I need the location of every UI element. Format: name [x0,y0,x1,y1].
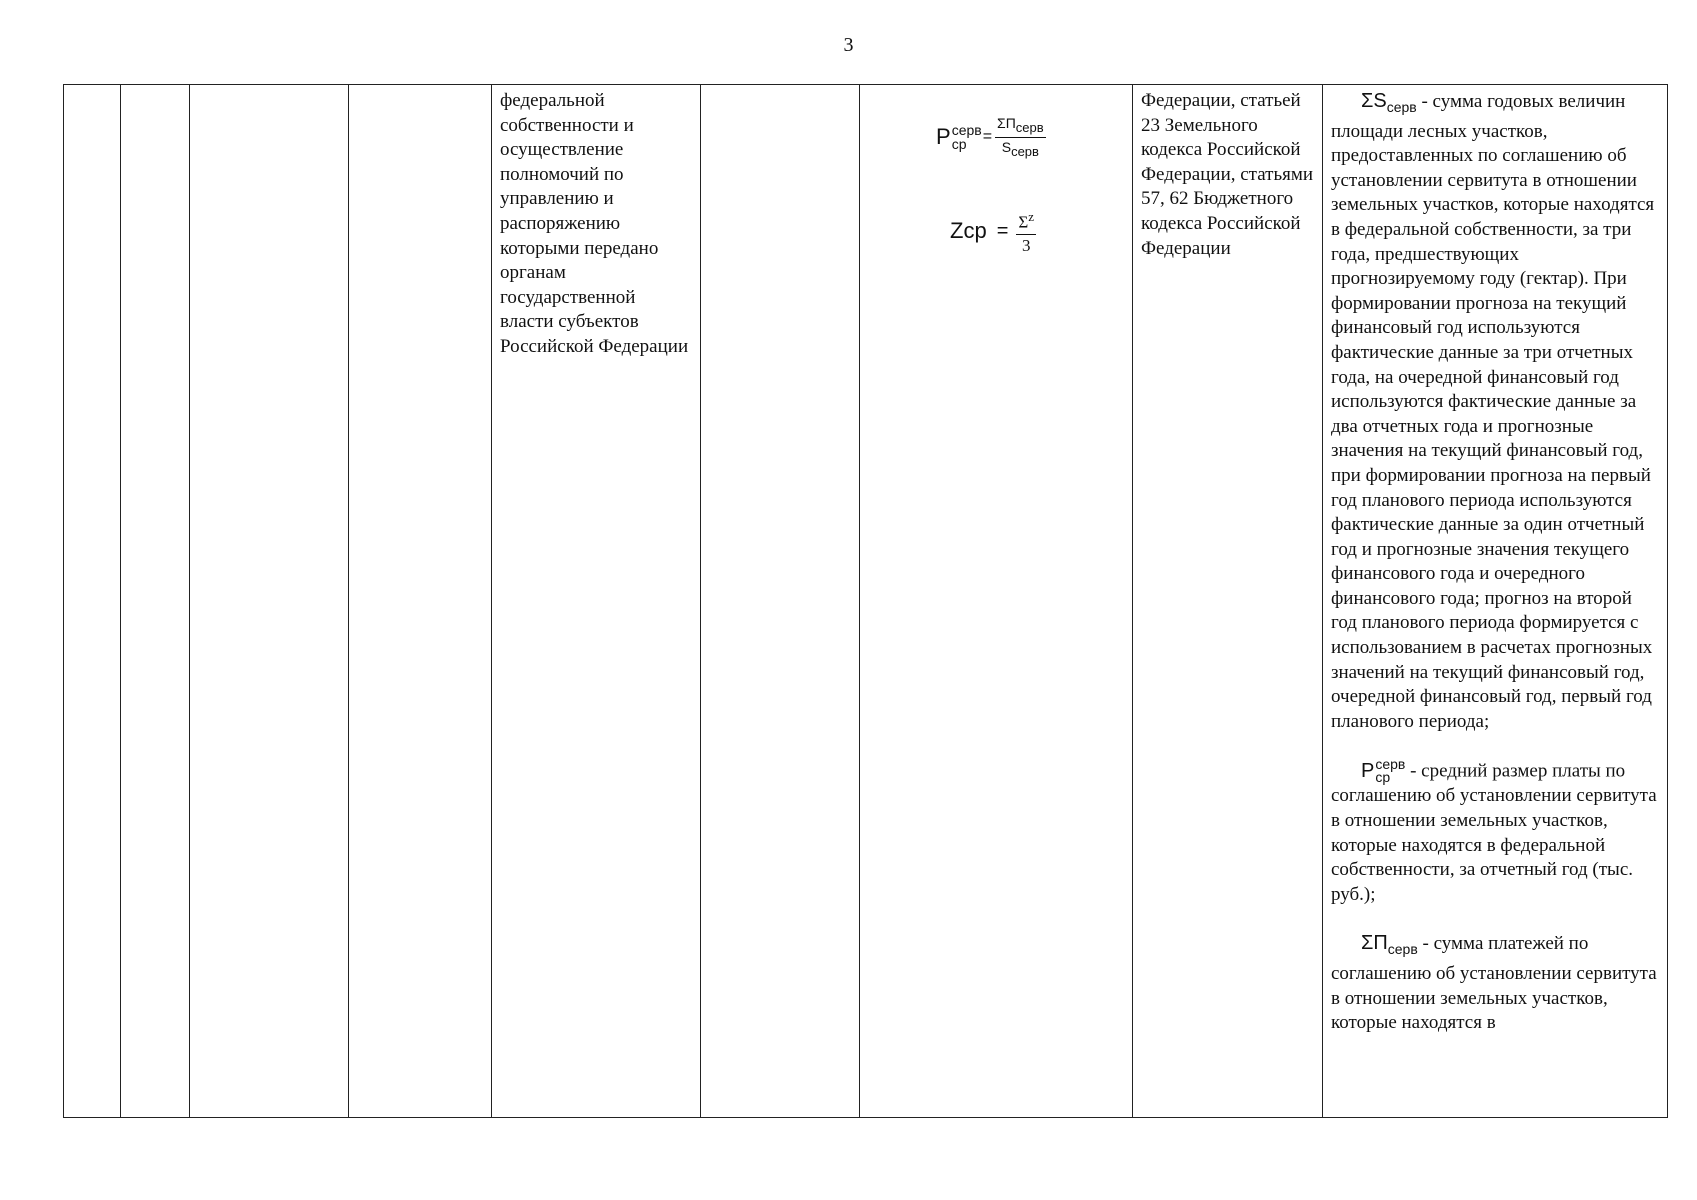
formula1-numerator [995,115,1046,138]
average-payment-formula [936,115,1046,160]
table-cell-col4 [349,85,492,1118]
payment-sum-symbol-base: ΣП [1361,932,1388,955]
formula1-fraction [995,115,1046,160]
legal-basis-text: Федерации, статьей 23 Земельного кодекса Российской Федерации, статьями 57, 62 Бюджетного кодекса Российской Федерации [1141,90,1314,259]
formula1-den-symbol: S [1001,138,1012,155]
payment-sum-description: - сумма платежей по соглашению об установлении сервитута в отношении земельных участков, которые находятся в [1331,933,1657,1034]
average-z-formula [950,207,1036,256]
formula2-fraction [1016,207,1036,256]
table-cell-col6 [701,85,860,1118]
average-payment-symbol [1361,756,1406,786]
formula1-num-sub: серв [1015,119,1044,135]
formula1-num-symbol: ΣП [997,115,1016,131]
table-row [64,85,1668,1118]
description-paragraph-payment-sum [1323,927,1667,1035]
table-cell-col3 [190,85,349,1118]
table-cell-col8 [1133,85,1323,1118]
formula2-num-symbol: Σ [1018,212,1029,232]
description-paragraph-average-payment [1323,754,1667,907]
table-cell-col9 [1323,85,1668,1118]
formula1-den-sub: серв [1011,143,1039,159]
document-table [63,84,1668,1118]
revenue-basis-text: федеральной собственности и осуществление полномочий по управлению и распоряжению которыми передано органам государственной власти субъектов Российской Федерации [500,90,689,357]
average-payment-symbol-sup: серв [1375,756,1406,773]
area-sum-symbol-sub: серв [1386,99,1417,115]
formula1-equals: = [982,128,993,146]
area-sum-symbol [1361,90,1417,115]
formula2-equals: = [996,219,1009,242]
formula2-num-sup: z [1028,209,1035,224]
average-payment-symbol-base: P [1361,759,1375,782]
average-payment-description: - средний размер платы по соглашению об установлении сервитута в отношении земельных участков, которые находятся в федеральной собственности, за отчетный год (тыс. руб.); [1331,760,1657,905]
formula2-denominator: 3 [1021,235,1031,255]
page-number: 3 [843,34,854,56]
formula1-lhs-base: P [936,124,951,150]
average-payment-symbol-sub: ср [1375,769,1391,786]
area-sum-description: - сумма годовых величин площади лесных участков, предоставленных по соглашению об установлении сервитута в отношении земельных участков, которые находятся в федеральной собственности, за три года, предшествующих прогнозируемому году (гектар). При формировании прогноза на текущий финансовый год используются фактические данные за три отчетных года, на очередной финансовый год используются фактические данные за два отчетных года и прогнозные значения на текущий финансовый год, при формировании прогноза на первый год планового периода используются фактические данные за один отчетный год и прогнозные значения текущего финансового года и очередного финансового года; прогноз на второй год планового периода формируется с использованием в расчетах прогнозных значений на текущий финансовый год, очередной финансовый год, первый год планового периода; [1331,91,1655,732]
formula1-lhs-sub: ср [951,136,967,153]
payment-sum-symbol-sub: серв [1387,941,1418,958]
average-payment-symbol-supsub [1375,758,1405,784]
table-cell-formulas [860,85,1133,1118]
formula2-lhs: Zcp [950,218,987,244]
formula2-numerator [1016,207,1036,235]
formula1-denominator [1002,138,1039,160]
table-cell-col1 [64,85,121,1118]
table-cell-col5 [492,85,701,1118]
payment-sum-symbol [1361,932,1418,958]
formula1-lhs-supsub [952,123,982,151]
description-paragraph-area-sum [1323,85,1667,734]
formula1-lhs-sup: серв [951,122,982,139]
area-sum-symbol-base: ΣS [1361,90,1387,112]
table-cell-col2 [121,85,190,1118]
